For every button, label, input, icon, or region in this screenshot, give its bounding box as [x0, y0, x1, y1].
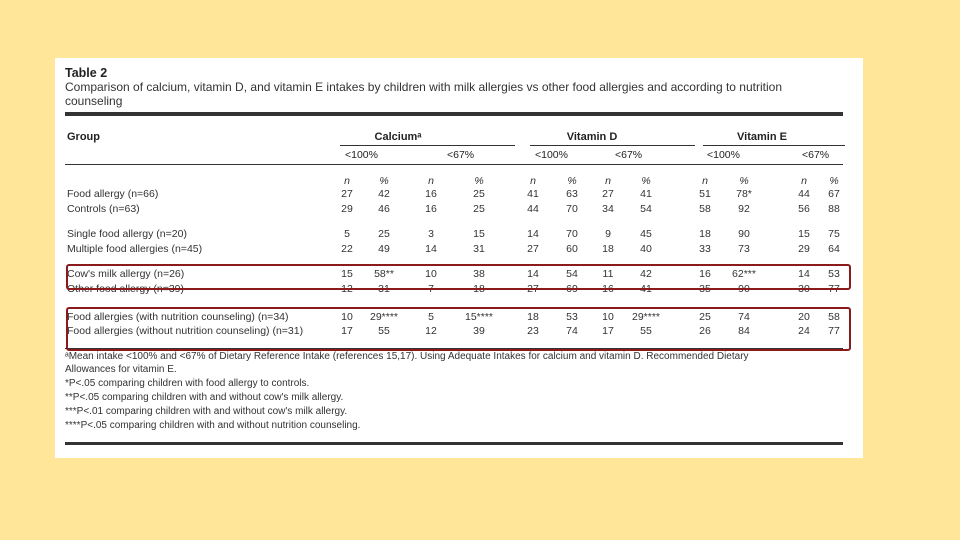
table-cell: 23: [527, 325, 539, 337]
table-cell: 51: [699, 188, 711, 200]
table-cell: 12: [425, 325, 437, 337]
table-cell: 35: [699, 283, 711, 295]
table-cell: 69: [566, 283, 578, 295]
table-cell: 64: [828, 243, 840, 255]
table-cell: 15: [341, 268, 353, 280]
table-cell: 16: [425, 188, 437, 200]
table-cell: 14: [798, 268, 810, 280]
table-cell: 77: [828, 325, 840, 337]
table-cell: 90: [738, 283, 750, 295]
highlight-box-cows-milk: [66, 264, 851, 290]
table-cell: 29: [798, 243, 810, 255]
footnote: Allowances for vitamin E.: [65, 364, 177, 375]
table-cell: 55: [640, 325, 652, 337]
row-label: Food allergies (without nutrition counseling) (n=31): [67, 325, 304, 337]
footnote: ᵃMean intake <100% and <67% of Dietary Reference Intake (references 15,17). Using Adequate Intakes for calcium and vitamin D. Recommended Dietary: [65, 351, 749, 362]
table-cell: 39: [473, 325, 485, 337]
table-cell: 92: [738, 203, 750, 215]
table-cell: 75: [828, 228, 840, 240]
table-cell: 15****: [464, 311, 494, 323]
table-cell: 40: [640, 243, 652, 255]
stat-label: %: [474, 175, 484, 187]
row-label: Single food allergy (n=20): [67, 228, 187, 240]
table-cell: 17: [341, 325, 353, 337]
threshold-header-1-0: <100%: [535, 149, 568, 161]
table-cell: 62***: [732, 268, 756, 280]
table-cell: 18: [699, 228, 711, 240]
row-label: Cow's milk allergy (n=26): [67, 268, 185, 280]
table-cell: 7: [428, 283, 434, 295]
table-cell: 44: [798, 188, 810, 200]
table-cell: 44: [527, 203, 539, 215]
table-cell: 58: [828, 311, 840, 323]
stat-label: n: [428, 175, 434, 187]
table-cell: 31: [473, 243, 485, 255]
stat-label: %: [829, 175, 839, 187]
table-cell: 70: [566, 203, 578, 215]
group-header-2: Vitamin E: [737, 131, 787, 143]
table-cell: 27: [527, 283, 539, 295]
table-cell: 60: [566, 243, 578, 255]
stat-label: %: [567, 175, 577, 187]
stat-label: %: [379, 175, 389, 187]
stat-label: %: [739, 175, 749, 187]
table-cell: 38: [473, 268, 485, 280]
table-cell: 18: [473, 283, 485, 295]
table-cell: 18: [527, 311, 539, 323]
table-cell: 25: [699, 311, 711, 323]
table-cell: 74: [566, 325, 578, 337]
stat-label: n: [801, 175, 807, 187]
table-cell: 16: [425, 203, 437, 215]
row-label: Controls (n=63): [67, 203, 140, 215]
table-cell: 70: [566, 228, 578, 240]
row-label: Multiple food allergies (n=45): [67, 243, 203, 255]
bottom-rule: [65, 442, 843, 445]
table-cell: 63: [566, 188, 578, 200]
table-cell: 15: [798, 228, 810, 240]
table-image: [55, 58, 863, 458]
footnote: ****P<.05 comparing children with and without nutrition counseling.: [65, 420, 361, 431]
table-cell: 88: [828, 203, 840, 215]
table-cell: 29****: [369, 311, 399, 323]
group-header-0: Calciumᵃ: [374, 131, 422, 143]
group-underline-0: [340, 145, 515, 146]
table-cell: 53: [566, 311, 578, 323]
table-cell: 73: [738, 243, 750, 255]
table-cell: 90: [738, 228, 750, 240]
threshold-header-2-0: <100%: [707, 149, 740, 161]
header-rule: [65, 164, 843, 165]
table-cell: 55: [378, 325, 390, 337]
table-cell: 20: [798, 311, 810, 323]
table-cell: 25: [473, 203, 485, 215]
group-underline-2: [703, 145, 845, 146]
table-cell: 41: [640, 188, 652, 200]
table-cell: 56: [798, 203, 810, 215]
table-cell: 17: [602, 325, 614, 337]
table-cell: 25: [473, 188, 485, 200]
table-caption-line-2: counseling: [65, 94, 123, 108]
table-cell: 25: [378, 228, 390, 240]
footnote: ***P<.01 comparing children with and without cow's milk allergy.: [65, 406, 348, 417]
table-label: Table 2: [65, 66, 108, 80]
table-cell: 30: [798, 283, 810, 295]
table-cell: 54: [640, 203, 652, 215]
table-cell: 14: [425, 243, 437, 255]
stat-label: n: [702, 175, 708, 187]
table-cell: 10: [341, 311, 353, 323]
table-cell: 42: [640, 268, 652, 280]
table-cell: 10: [602, 311, 614, 323]
table-cell: 41: [640, 283, 652, 295]
threshold-header-0-1: <67%: [447, 149, 475, 161]
table-cell: 53: [828, 268, 840, 280]
row-label: Other food allergy (n=39): [67, 283, 185, 295]
table-cell: 3: [428, 228, 434, 240]
stat-label: %: [641, 175, 651, 187]
table-cell: 9: [605, 228, 611, 240]
highlight-box-nutrition-counseling: [66, 307, 851, 351]
footnote: *P<.05 comparing children with food allergy to controls.: [65, 378, 310, 389]
table-cell: 67: [828, 188, 840, 200]
threshold-header-0-0: <100%: [345, 149, 378, 161]
stat-label: n: [530, 175, 536, 187]
table-cell: 84: [738, 325, 750, 337]
table-cell: 42: [378, 188, 390, 200]
table-cell: 29: [341, 203, 353, 215]
table-cell: 31: [378, 283, 390, 295]
group-underline-1: [530, 145, 695, 146]
row-label: Food allergies (with nutrition counseling) (n=34): [67, 311, 289, 323]
table-cell: 34: [602, 203, 614, 215]
table-cell: 46: [378, 203, 390, 215]
table-cell: 45: [640, 228, 652, 240]
threshold-header-1-1: <67%: [615, 149, 643, 161]
table-cell: 74: [738, 311, 750, 323]
table-cell: 11: [602, 268, 614, 280]
table-cell: 41: [527, 188, 539, 200]
table-cell: 77: [828, 283, 840, 295]
table-caption-line-1: Comparison of calcium, vitamin D, and vitamin E intakes by children with milk allergies vs other food allergies and according to nutrition: [65, 80, 782, 94]
row-label: Food allergy (n=66): [67, 188, 159, 200]
table-cell: 22: [341, 243, 353, 255]
table-cell: 15: [473, 228, 485, 240]
table-cell: 49: [378, 243, 390, 255]
table-cell: 16: [699, 268, 711, 280]
table-cell: 24: [798, 325, 810, 337]
table-cell: 10: [425, 268, 437, 280]
table-cell: 18: [602, 243, 614, 255]
table-cell: 33: [699, 243, 711, 255]
stat-label: n: [605, 175, 611, 187]
table-cell: 16: [602, 283, 614, 295]
threshold-header-2-1: <67%: [802, 149, 830, 161]
table-cell: 12: [341, 283, 353, 295]
group-header-1: Vitamin D: [566, 131, 618, 143]
group-column-header: Group: [67, 131, 100, 143]
table-cell: 5: [344, 228, 350, 240]
stat-label: n: [344, 175, 350, 187]
table-cell: 26: [699, 325, 711, 337]
table-cell: 54: [566, 268, 578, 280]
table-cell: 27: [341, 188, 353, 200]
table-cell: 5: [428, 311, 434, 323]
table-cell: 27: [527, 243, 539, 255]
table-cell: 29****: [631, 311, 661, 323]
table-cell: 14: [527, 228, 539, 240]
table-cell: 27: [602, 188, 614, 200]
table-cell: 58: [699, 203, 711, 215]
table-cell: 58**: [374, 268, 394, 280]
table-cell: 78*: [736, 188, 752, 200]
footnote: **P<.05 comparing children with and without cow's milk allergy.: [65, 392, 344, 403]
top-rule: [65, 112, 843, 116]
table-cell: 14: [527, 268, 539, 280]
